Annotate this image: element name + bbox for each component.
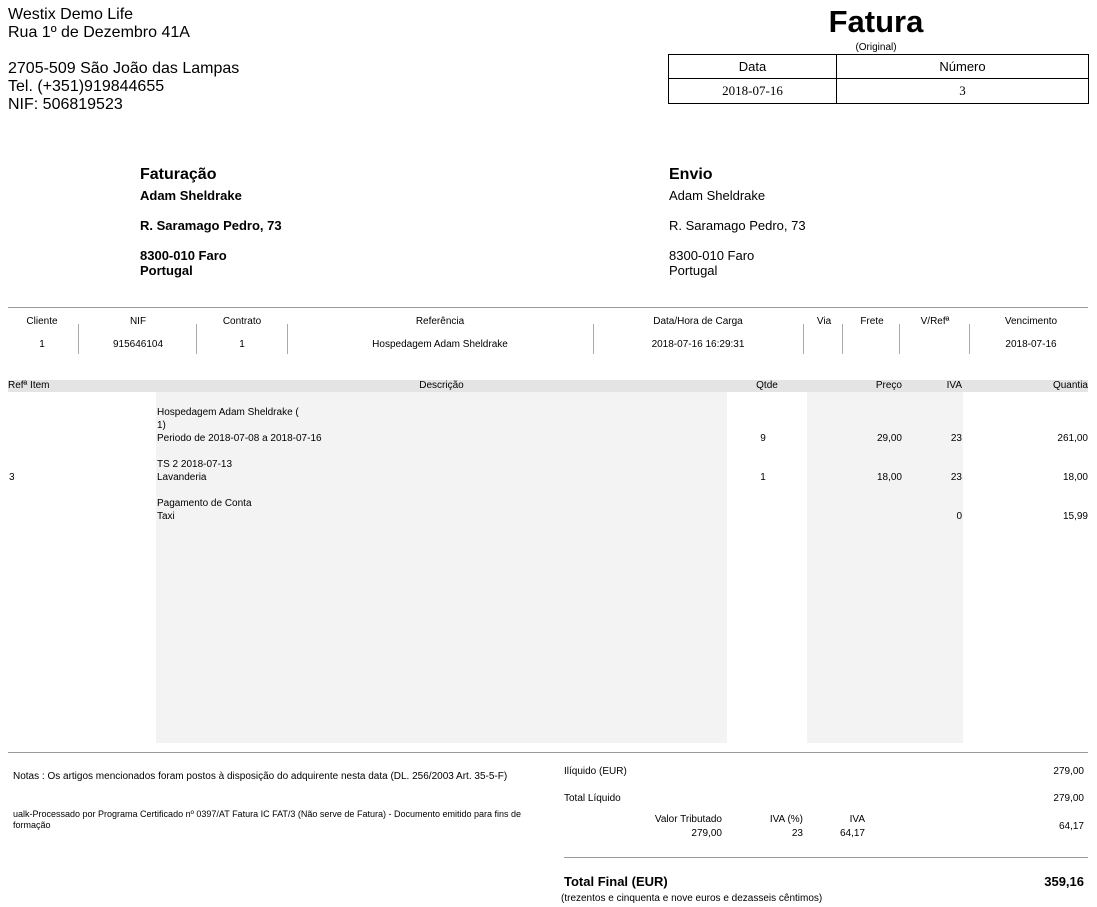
info-label-vencimento: Vencimento <box>1004 316 1058 327</box>
item-description-line: Lavanderia <box>157 472 207 483</box>
tax-row-iva: 64,17 <box>839 828 865 839</box>
info-label-referencia: Referência <box>415 316 465 327</box>
item-preco: 18,00 <box>876 472 902 483</box>
info-label-frete: Frete <box>860 316 884 327</box>
info-value-nif: 915646104 <box>112 339 164 350</box>
item-iva: 23 <box>950 433 962 444</box>
total-in-words: (trezentos e cinquenta e nove euros e dezasseis cêntimos) <box>561 893 823 904</box>
col-head-quantia: Quantia <box>1052 380 1088 391</box>
item-description-line: 1) <box>157 420 166 431</box>
document-date: 2018-07-16 <box>669 79 837 104</box>
shipping-street: R. Saramago Pedro, 73 <box>669 218 806 233</box>
company-nif: NIF: 506819523 <box>8 96 123 113</box>
document-meta-table <box>668 54 1089 104</box>
company-name: Westix Demo Life <box>8 6 134 23</box>
info-separator <box>593 324 594 354</box>
col-head-iva: IVA <box>946 380 962 391</box>
billing-address <box>140 166 282 278</box>
iva-total-value: 64,17 <box>1058 821 1084 832</box>
billing-street: R. Saramago Pedro, 73 <box>140 218 282 233</box>
item-qtde: 9 <box>760 433 766 444</box>
item-description-line: Pagamento de Conta <box>157 498 252 509</box>
totals-divider <box>564 857 1088 858</box>
info-separator <box>899 324 900 354</box>
total-liquido-label: Total Líquido <box>564 793 621 804</box>
number-label: Número <box>837 55 1089 79</box>
item-qtde: 1 <box>760 472 766 483</box>
divider-top <box>8 307 1088 308</box>
info-label-contrato: Contrato <box>222 316 262 327</box>
document-title: Fatura <box>828 4 924 39</box>
billing-city: 8300-010 Faro <box>140 248 227 263</box>
tax-header-iva: IVA <box>849 814 865 825</box>
certification-text: ualk-Processado por Programa Certificado nº 0397/AT Fatura IC FAT/3 (Não serve de Fatura) - Documento emitido para fins de formação <box>13 809 522 830</box>
notes-text: Notas : Os artigos mencionados foram postos à disposição do adquirente nesta data (DL. 256/2003 Art. 35-5-F) <box>13 771 508 782</box>
billing-country: Portugal <box>140 263 193 278</box>
info-label-nif: NIF <box>129 316 147 327</box>
company-phone: Tel. (+351)919844655 <box>8 78 165 95</box>
item-preco: 29,00 <box>876 433 902 444</box>
company-city: 2705-509 São João das Lampas <box>8 60 240 77</box>
total-liquido-value: 279,00 <box>1053 793 1084 804</box>
company-street: Rua 1º de Dezembro 41A <box>8 24 190 41</box>
tax-row-pct: 23 <box>791 828 803 839</box>
total-final-label: Total Final (EUR) <box>564 874 668 889</box>
info-label-vref: V/Refª <box>920 316 950 327</box>
info-label-cliente: Cliente <box>26 316 58 327</box>
info-label-carga: Data/Hora de Carga <box>653 316 743 327</box>
document-subtitle: (Original) <box>855 42 897 53</box>
liquido-value: 279,00 <box>1053 766 1084 777</box>
item-description-line: TS 2 2018-07-13 <box>157 459 233 470</box>
info-separator <box>969 324 970 354</box>
item-iva: 23 <box>950 472 962 483</box>
total-final-value: 359,16 <box>1044 874 1084 889</box>
info-separator <box>78 324 79 354</box>
col-head-descricao: Descrição <box>419 380 464 391</box>
tax-header-valor: Valor Tributado <box>654 814 722 825</box>
item-description-line: Hospedagem Adam Sheldrake ( <box>157 407 299 418</box>
info-value-referencia: Hospedagem Adam Sheldrake <box>372 339 508 350</box>
info-value-cliente: 1 <box>39 339 45 350</box>
info-value-contrato: 1 <box>239 339 245 350</box>
company-info <box>8 6 239 114</box>
info-separator <box>196 324 197 354</box>
item-quantia: 15,99 <box>1062 511 1088 522</box>
info-label-via: Via <box>816 316 832 327</box>
document-number: 3 <box>837 79 1089 104</box>
info-separator <box>803 324 804 354</box>
shipping-city: 8300-010 Faro <box>669 248 755 263</box>
date-label: Data <box>669 55 837 79</box>
shipping-name: Adam Sheldrake <box>669 188 766 203</box>
shipping-country: Portugal <box>669 263 718 278</box>
item-quantia: 261,00 <box>1057 433 1088 444</box>
col-head-qtde: Qtde <box>756 380 778 391</box>
info-value-carga: 2018-07-16 16:29:31 <box>651 339 745 350</box>
shipping-heading: Envio <box>669 166 713 183</box>
item-description-line: Taxi <box>157 511 175 522</box>
billing-heading: Faturação <box>140 166 217 183</box>
item-description-line: Periodo de 2018-07-08 a 2018-07-16 <box>157 433 322 444</box>
info-separator <box>842 324 843 354</box>
shipping-address <box>669 166 806 278</box>
col-head-ref: Refª Item <box>8 380 50 391</box>
info-value-vencimento: 2018-07-16 <box>1005 339 1057 350</box>
item-iva: 0 <box>956 511 962 522</box>
item-quantia: 18,00 <box>1062 472 1088 483</box>
col-head-preco: Preço <box>875 380 902 391</box>
info-separator <box>287 324 288 354</box>
divider-bottom <box>8 752 1088 753</box>
liquido-label: Ilíquido (EUR) <box>564 766 627 777</box>
tax-row-valor: 279,00 <box>691 828 722 839</box>
tax-header-pct: IVA (%) <box>769 814 803 825</box>
item-ref: 3 <box>9 472 15 483</box>
billing-name: Adam Sheldrake <box>140 188 242 203</box>
